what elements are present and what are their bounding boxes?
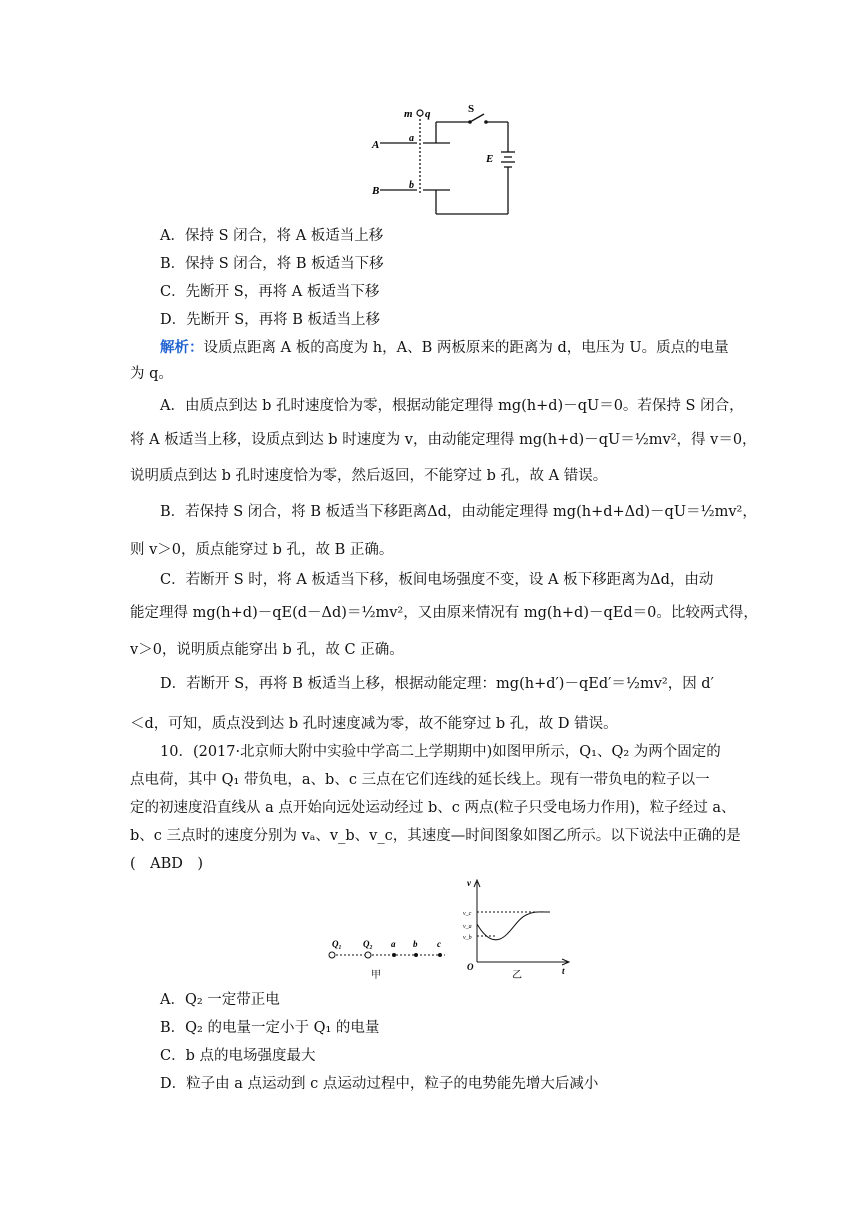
axis-v: v [467, 878, 471, 888]
analysis-line-3: 将 A 板适当上移，设质点到达 b 时速度为 v，由动能定理得 mg(h+d)－qU＝½mv²，得 v＝0， [130, 432, 757, 448]
analysis-line-10: D．若断开 S，再将 B 板适当上移，根据动能定理：mg(h+d′)－qEd′＝½mv²，因 d′ [160, 676, 714, 692]
label-S: S [468, 103, 475, 115]
label-B: B [372, 185, 380, 197]
q10-option-b: B．Q₂ 的电量一定小于 Q₁ 的电量 [160, 1020, 380, 1036]
label-A: A [372, 139, 380, 151]
label-Q1: Q₁ [332, 939, 342, 949]
label-q: q [425, 108, 431, 120]
origin-O: O [467, 962, 474, 972]
circuit-diagram [360, 100, 530, 220]
q10-answer: ( ABD ) [130, 856, 204, 872]
analysis-intro [160, 338, 770, 358]
label-Q2: Q₂ [363, 939, 373, 949]
analysis-line-11: ＜d，可知，质点没到达 b 孔时速度减为零，故不能穿过 b 孔，故 D 错误。 [130, 716, 618, 732]
q9-option-b: B．保持 S 闭合，将 B 板适当下移 [160, 256, 384, 272]
q10-line-3: b、c 三点时的速度分别为 vₐ、v_b、v_c，其速度—时间图象如图乙所示。以下说法中正确的是 [130, 828, 741, 844]
figure-yi [458, 874, 578, 982]
analysis-line-1: 为 q。 [130, 366, 173, 382]
analysis-line-8: 能定理得 mg(h+d)－qE(d－Δd)＝½mv²，又由原来情况有 mg(h+d)－qEd＝0。比较两式得， [130, 605, 758, 621]
analysis-line-9: v＞0，说明质点能穿出 b 孔，故 C 正确。 [130, 642, 404, 658]
q9-option-d: D．先断开 S，再将 B 板适当上移 [160, 312, 381, 328]
analysis-line-5: B．若保持 S 闭合，将 B 板适当下移距离Δd，由动能定理得 mg(h+d+Δd)－qU＝½mv²， [160, 504, 757, 520]
analysis-line-7: C．若断开 S 时，将 A 板适当下移，板间电场强度不变，设 A 板下移距离为Δd，由动 [160, 572, 714, 588]
q10-option-a: A．Q₂ 一定带正电 [160, 992, 280, 1008]
q10-line-1: 点电荷，其中 Q₁ 带负电，a、b、c 三点在它们连线的延长线上。现有一带负电的粒子以一 [130, 772, 710, 788]
analysis-line-4: 说明质点到达 b 孔时速度恰为零，然后返回，不能穿过 b 孔，故 A 错误。 [130, 468, 608, 484]
q10-option-c: C．b 点的电场强度最大 [160, 1048, 316, 1064]
q10-line-2: 定的初速度沿直线从 a 点开始向远处运动经过 b、c 两点(粒子只受电场力作用)，粒子经过 a、 [130, 800, 736, 816]
caption-yi: 乙 [512, 970, 522, 981]
tick-vc: v_c [463, 911, 472, 917]
label-a: a [409, 133, 414, 144]
caption-jia: 甲 [371, 970, 381, 981]
label-c-point: c [437, 939, 441, 949]
q9-option-a: A．保持 S 闭合，将 A 板适当上移 [160, 228, 384, 244]
figure-jia [322, 936, 452, 986]
q10-line-0: 10．(2017·北京师大附中实验中学高二上学期期中)如图甲所示，Q₁、Q₂ 为两个固定的 [160, 744, 721, 760]
label-m: m [404, 108, 413, 120]
analysis-line-0: 设质点距离 A 板的高度为 h，A、B 两板原来的距离为 d，电压为 U。质点的电量 [203, 340, 729, 356]
analysis-line-2: A．由质点到达 b 孔时速度恰为零，根据动能定理得 mg(h+d)－qU＝0。若保持 S 闭合， [160, 398, 744, 414]
analysis-label: 解析： [160, 339, 204, 356]
axis-t: t [562, 966, 565, 976]
tick-vb: v_b [463, 935, 472, 941]
label-b: b [409, 180, 414, 191]
q9-option-c: C．先断开 S，再将 A 板适当下移 [160, 284, 380, 300]
label-b-point: b [413, 939, 418, 949]
label-a-point: a [391, 939, 396, 949]
label-E: E [486, 153, 494, 165]
q10-option-d: D．粒子由 a 点运动到 c 点运动过程中，粒子的电势能先增大后减小 [160, 1076, 599, 1092]
tick-va: v_a [463, 924, 472, 930]
analysis-line-6: 则 v＞0，质点能穿过 b 孔，故 B 正确。 [130, 542, 394, 558]
